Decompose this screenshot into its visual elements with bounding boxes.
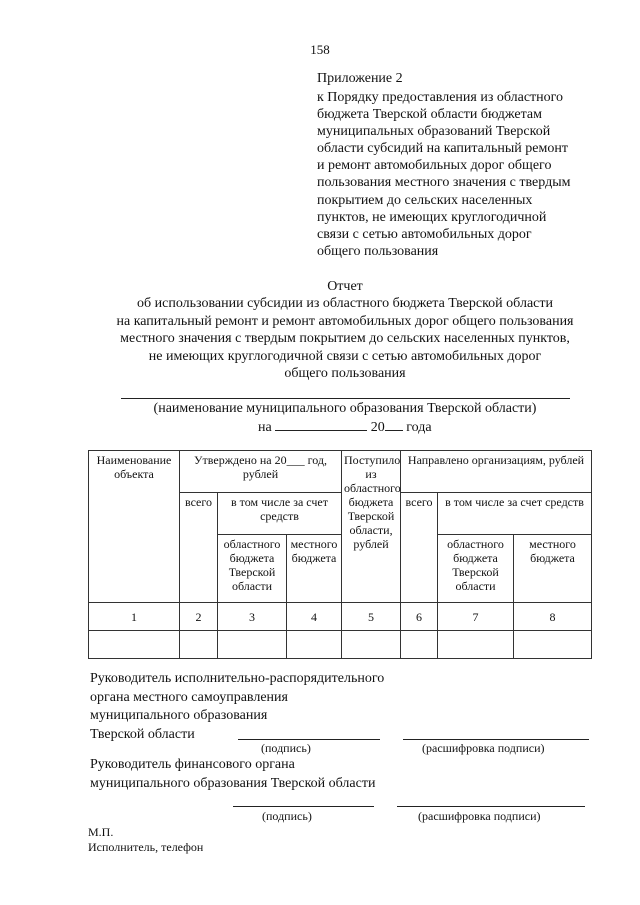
column-number: 7 xyxy=(438,603,514,631)
head-fin-title xyxy=(90,756,375,793)
report-date xyxy=(258,418,432,436)
table-cell[interactable] xyxy=(514,631,592,659)
signature-label: (подпись) xyxy=(261,741,311,755)
header-directed-total: всего xyxy=(401,493,438,603)
column-number: 1 xyxy=(89,603,180,631)
appendix-line: связи с сетью автомобильных дорог xyxy=(317,226,532,242)
date-year: 20 xyxy=(370,420,385,435)
table-cell[interactable] xyxy=(401,631,438,659)
column-number: 5 xyxy=(342,603,401,631)
report-line: местного значения с твердым покрытием до сельских населенных пунктов, xyxy=(120,331,570,346)
appendix-text xyxy=(317,89,599,260)
table-cell[interactable] xyxy=(438,631,514,659)
column-number: 8 xyxy=(514,603,592,631)
header-approved-including: в том числе за счет средств xyxy=(218,493,342,535)
date-day-month-field[interactable] xyxy=(275,418,367,431)
report-title: Отчет xyxy=(327,279,363,294)
column-number: 4 xyxy=(287,603,342,631)
page-number: 158 xyxy=(310,42,330,57)
head-fin-line: муниципального образования Тверской области xyxy=(90,775,376,791)
appendix-title: Приложение 2 xyxy=(317,71,403,86)
report-line: на капитальный ремонт и ремонт автомобильных дорог общего пользования xyxy=(116,313,574,329)
head-exec-title xyxy=(90,670,384,744)
appendix-line: бюджета Тверской области бюджетам xyxy=(317,107,542,123)
column-number: 2 xyxy=(180,603,218,631)
head-exec-signature-line[interactable] xyxy=(238,739,380,740)
table-cell[interactable] xyxy=(89,631,180,659)
head-exec-line: Руководитель исполнительно-распорядительного xyxy=(90,671,385,686)
head-fin-signature-line[interactable] xyxy=(233,806,374,807)
signature-label: (подпись) xyxy=(262,809,312,823)
decoding-label: (расшифровка подписи) xyxy=(418,809,541,823)
head-exec-decoding-line[interactable] xyxy=(403,739,589,740)
date-year-field[interactable] xyxy=(385,418,403,431)
head-fin-line: Руководитель финансового органа xyxy=(90,757,295,772)
head-exec-line: органа местного самоуправления xyxy=(90,689,288,705)
head-exec-line: муниципального образования xyxy=(90,708,268,723)
head-exec-line: Тверской области xyxy=(90,726,195,742)
header-approved-local: местного бюджета xyxy=(287,535,342,603)
table-cell[interactable] xyxy=(180,631,218,659)
table-cell[interactable] xyxy=(342,631,401,659)
header-approved: Утверждено на 20___ год, рублей xyxy=(180,451,342,493)
decoding-label: (расшифровка подписи) xyxy=(422,741,545,755)
report-line: не имеющих круглогодичной связи с сетью автомобильных дорог xyxy=(148,348,542,364)
appendix-line: покрытием до сельских населенных xyxy=(317,192,533,208)
head-fin-decoding-line[interactable] xyxy=(397,806,585,807)
appendix-line: области субсидий на капитальный ремонт xyxy=(317,141,568,157)
municipality-field-line[interactable] xyxy=(121,398,570,399)
column-number: 3 xyxy=(218,603,287,631)
appendix-line: пунктов, не имеющих круглогодичной xyxy=(317,209,547,225)
appendix-line: пользования местного значения с твердым xyxy=(317,175,571,191)
header-directed: Направлено организациям, рублей xyxy=(401,451,592,493)
appendix-line: к Порядку предоставления из областного xyxy=(317,90,564,105)
header-object: Наименование объекта xyxy=(89,451,180,603)
appendix-line: муниципальных образований Тверской xyxy=(317,124,551,140)
municipality-caption: (наименование муниципального образования Тверской области) xyxy=(153,401,537,416)
report-table xyxy=(88,450,592,659)
header-approved-total: всего xyxy=(180,493,218,603)
date-suffix: года xyxy=(406,420,432,435)
appendix-line: и ремонт автомобильных дорог общего xyxy=(317,158,552,174)
stamp-label: М.П. xyxy=(88,825,114,839)
report-line: об использовании субсидии из областного бюджета Тверской области xyxy=(137,296,553,311)
header-approved-regional: областного бюджета Тверской области xyxy=(218,535,287,603)
appendix-line: общего пользования xyxy=(317,243,439,259)
date-prefix: на xyxy=(258,420,272,435)
table-cell[interactable] xyxy=(218,631,287,659)
column-number: 6 xyxy=(401,603,438,631)
header-directed-local: местного бюджета xyxy=(514,535,592,603)
table-cell[interactable] xyxy=(287,631,342,659)
report-subject xyxy=(60,295,630,383)
header-directed-regional: областного бюджета Тверской области xyxy=(438,535,514,603)
report-line: общего пользования xyxy=(284,366,406,381)
header-directed-including: в том числе за счет средств xyxy=(438,493,592,535)
executor-label: Исполнитель, телефон xyxy=(88,840,204,854)
header-received: Поступило из областного бюджета Тверской области, рублей xyxy=(342,451,401,603)
